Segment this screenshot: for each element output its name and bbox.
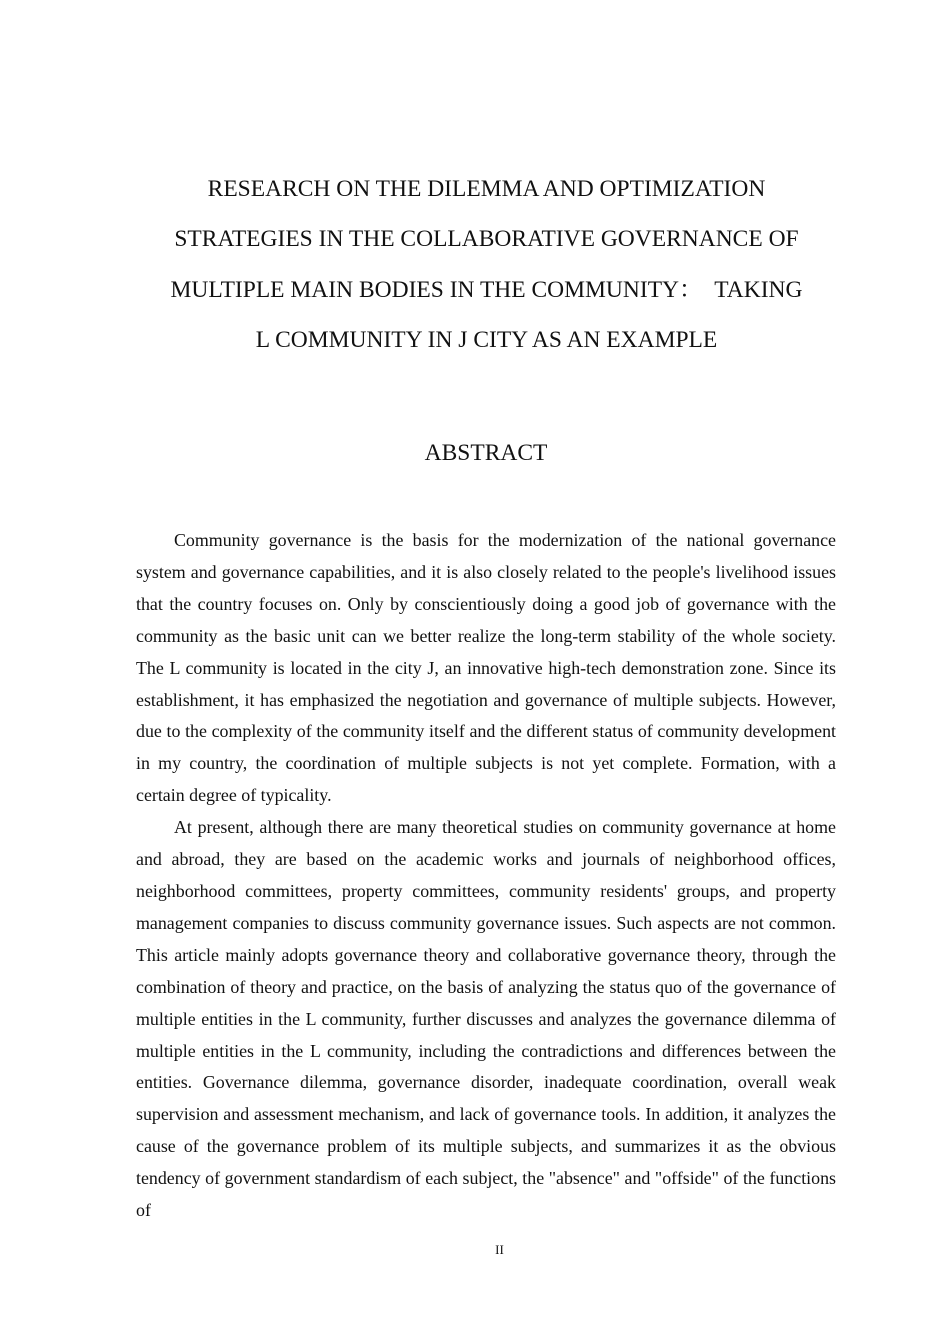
document-title xyxy=(120,164,853,365)
title-line-4: L COMMUNITY IN J CITY AS AN EXAMPLE xyxy=(255,326,718,353)
title-line-1: RESEARCH ON THE DILEMMA AND OPTIMIZATION xyxy=(207,176,766,202)
abstract-heading: ABSTRACT xyxy=(424,440,548,466)
page-number: II xyxy=(495,1242,504,1257)
title-line-2: STRATEGIES IN THE COLLABORATIVE GOVERNANCE OF xyxy=(174,226,799,253)
abstract-paragraph-2: At present, although there are many theoretical studies on community governance at home and abroad, they are based on the academic works and journals of neighborhood offices, neighborhood committees, property committees, community residents' groups, and property management companies to discuss community governance issues. Such aspects are not common. This article mainly adopts governance theory and collaborative governance theory, through the combination of theory and practice, on the basis of analyzing the status quo of the governance of multiple entities in the L community, further discusses and analyzes the governance dilemma of multiple entities in the L community, including the contradictions and differences between the entities. Governance dilemma, governance disorder, inadequate coordination, overall weak supervision and assessment mechanism, and lack of governance tools. In addition, it analyzes the cause of the governance problem of its multiple subjects, and summarizes it as the obvious tendency of government standardism of each subject, the "absence" and "offside" of the functions of xyxy=(136,817,836,1221)
abstract-body xyxy=(136,525,836,1227)
title-line-3: MULTIPLE MAIN BODIES IN THE COMMUNITY： TAKING xyxy=(170,276,803,303)
abstract-paragraph-1: Community governance is the basis for the modernization of the national governance system and governance capabilities, and it is also closely related to the people's livelihood issues that the country focuses on. Only by conscientiously doing a good job of governance with the community as the basic unit can we better realize the long-term stability of the whole society. The L community is located in the city J, an innovative high-tech demonstration zone. Since its establishment, it has emphasized the negotiation and governance of multiple subjects. However, due to the complexity of the community itself and the different status of community development in my country, the coordination of multiple subjects is not yet complete. Formation, with a certain degree of typicality. xyxy=(136,530,836,806)
